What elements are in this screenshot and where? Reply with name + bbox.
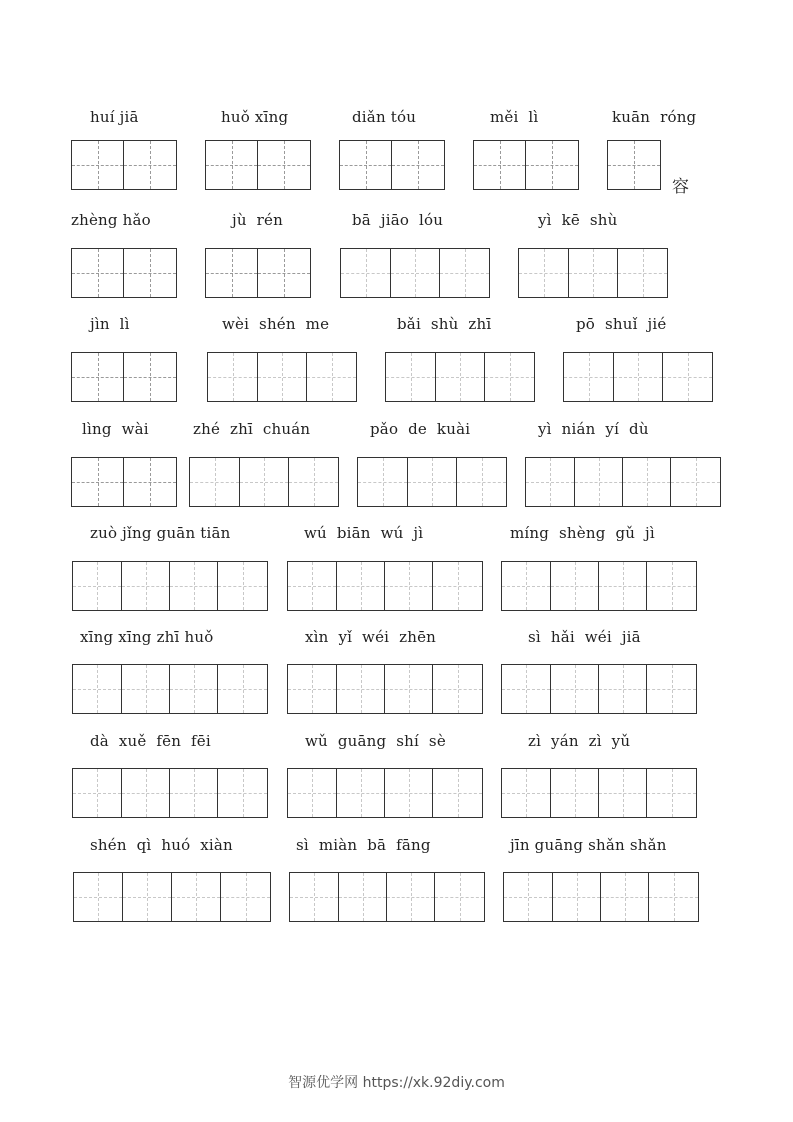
writing-grid	[340, 248, 490, 298]
pinyin-label: yì kē shù	[538, 211, 618, 229]
writing-cell	[170, 562, 218, 610]
writing-grid	[503, 872, 699, 922]
writing-cell	[307, 353, 356, 401]
writing-grid	[189, 457, 339, 507]
writing-cell	[391, 249, 440, 297]
writing-cell	[124, 353, 176, 401]
writing-cell	[124, 141, 176, 189]
writing-cell	[258, 141, 310, 189]
writing-cell	[433, 665, 482, 713]
pinyin-label: míng shèng gǔ jì	[510, 524, 655, 542]
writing-grid	[501, 664, 697, 714]
writing-cell	[457, 458, 506, 506]
pinyin-label: wú biān wú jì	[304, 524, 424, 542]
writing-cell	[72, 141, 124, 189]
writing-cell	[553, 873, 601, 921]
writing-cell	[337, 769, 385, 817]
pinyin-label: sì miàn bā fāng	[296, 836, 431, 854]
writing-cell	[258, 353, 307, 401]
pinyin-label: dà xuě fēn fēi	[90, 732, 211, 750]
writing-grid	[501, 561, 697, 611]
writing-grid	[72, 664, 268, 714]
writing-cell	[218, 769, 267, 817]
writing-cell	[385, 665, 433, 713]
writing-cell	[433, 562, 482, 610]
writing-cell	[73, 562, 122, 610]
writing-cell	[218, 562, 267, 610]
writing-cell	[663, 353, 712, 401]
writing-grid	[357, 457, 507, 507]
writing-grid	[73, 872, 271, 922]
pinyin-label: sì hǎi wéi jiā	[528, 628, 641, 646]
writing-cell	[474, 141, 526, 189]
writing-cell	[258, 249, 310, 297]
writing-grid	[473, 140, 579, 190]
writing-cell	[618, 249, 667, 297]
writing-cell	[599, 769, 647, 817]
writing-cell	[290, 873, 339, 921]
writing-cell	[436, 353, 485, 401]
writing-cell	[440, 249, 489, 297]
writing-cell	[649, 873, 698, 921]
writing-cell	[206, 141, 258, 189]
writing-cell	[288, 562, 337, 610]
writing-grid	[518, 248, 668, 298]
writing-cell	[601, 873, 649, 921]
writing-cell	[123, 873, 172, 921]
writing-cell	[502, 665, 551, 713]
writing-cell	[240, 458, 289, 506]
writing-grid	[525, 457, 721, 507]
writing-cell	[502, 562, 551, 610]
writing-cell	[208, 353, 258, 401]
pinyin-label: zhèng hǎo	[71, 211, 151, 229]
writing-grid	[563, 352, 713, 402]
writing-grid	[71, 140, 177, 190]
writing-grid	[71, 457, 177, 507]
writing-grid	[287, 561, 483, 611]
writing-cell	[504, 873, 553, 921]
writing-cell	[190, 458, 240, 506]
writing-cell	[289, 458, 338, 506]
pinyin-label: bā jiāo lóu	[352, 211, 444, 229]
writing-cell	[551, 665, 599, 713]
writing-cell	[206, 249, 258, 297]
writing-grid	[207, 352, 357, 402]
writing-cell	[647, 562, 696, 610]
writing-cell	[608, 141, 660, 189]
writing-cell	[435, 873, 484, 921]
writing-cell	[288, 769, 337, 817]
pinyin-label: lìng wài	[82, 420, 149, 438]
writing-cell	[341, 249, 391, 297]
writing-cell	[386, 353, 436, 401]
writing-grid	[501, 768, 697, 818]
writing-cell	[358, 458, 408, 506]
writing-cell	[72, 249, 124, 297]
writing-grid	[205, 140, 311, 190]
writing-cell	[647, 665, 696, 713]
writing-cell	[337, 562, 385, 610]
writing-cell	[564, 353, 614, 401]
writing-cell	[122, 562, 170, 610]
pinyin-label: xìn yǐ wéi zhēn	[305, 628, 437, 646]
writing-cell	[671, 458, 720, 506]
writing-cell	[623, 458, 671, 506]
writing-cell	[218, 665, 267, 713]
writing-cell	[74, 873, 123, 921]
writing-grid	[339, 140, 445, 190]
writing-cell	[339, 873, 387, 921]
writing-cell	[73, 769, 122, 817]
writing-cell	[337, 665, 385, 713]
writing-cell	[526, 458, 575, 506]
writing-cell	[221, 873, 270, 921]
pinyin-label: zuò jǐng guān tiān	[90, 524, 231, 542]
writing-cell	[385, 769, 433, 817]
given-character: 容	[672, 177, 689, 197]
writing-cell	[73, 665, 122, 713]
writing-cell	[392, 141, 444, 189]
pinyin-label: shén qì huó xiàn	[90, 836, 233, 854]
writing-cell	[647, 769, 696, 817]
writing-cell	[124, 458, 176, 506]
writing-grid	[72, 768, 268, 818]
writing-cell	[124, 249, 176, 297]
writing-grid	[71, 248, 177, 298]
writing-cell	[599, 562, 647, 610]
writing-cell	[408, 458, 457, 506]
writing-grid	[71, 352, 177, 402]
writing-cell	[519, 249, 569, 297]
writing-cell	[122, 769, 170, 817]
writing-grid	[72, 561, 268, 611]
writing-cell	[170, 665, 218, 713]
writing-cell	[551, 769, 599, 817]
writing-cell	[551, 562, 599, 610]
writing-cell	[385, 562, 433, 610]
pinyin-label: kuān róng	[612, 108, 697, 126]
writing-cell	[599, 665, 647, 713]
writing-cell	[614, 353, 663, 401]
pinyin-label: diǎn tóu	[352, 108, 417, 126]
writing-cell	[569, 249, 618, 297]
pinyin-label: zì yán zì yǔ	[528, 732, 631, 750]
pinyin-label: yì nián yí dù	[538, 420, 649, 438]
pinyin-label: jīn guāng shǎn shǎn	[510, 836, 667, 854]
writing-cell	[485, 353, 534, 401]
writing-cell	[72, 353, 124, 401]
writing-cell	[72, 458, 124, 506]
pinyin-label: huí jiā	[90, 108, 139, 126]
pinyin-label: zhé zhī chuán	[193, 420, 311, 438]
writing-grid	[205, 248, 311, 298]
writing-cell	[288, 665, 337, 713]
pinyin-label: wǔ guāng shí sè	[305, 732, 446, 750]
writing-cell	[170, 769, 218, 817]
writing-grid	[289, 872, 485, 922]
footer-watermark: 智源优学网 https://xk.92diy.com	[288, 1075, 505, 1091]
writing-cell	[433, 769, 482, 817]
writing-grid	[385, 352, 535, 402]
pinyin-label: pǎo de kuài	[370, 420, 471, 438]
writing-cell	[340, 141, 392, 189]
pinyin-label: huǒ xīng	[221, 108, 289, 126]
pinyin-label: pō shuǐ jié	[576, 315, 667, 333]
writing-grid	[287, 768, 483, 818]
pinyin-label: bǎi shù zhī	[397, 315, 492, 333]
writing-cell	[387, 873, 435, 921]
writing-cell	[526, 141, 578, 189]
writing-cell	[172, 873, 221, 921]
pinyin-label: xīng xīng zhī huǒ	[80, 628, 214, 646]
pinyin-label: wèi shén me	[222, 315, 330, 333]
writing-cell	[122, 665, 170, 713]
writing-grid	[607, 140, 661, 190]
pinyin-label: jìn lì	[90, 315, 130, 333]
pinyin-label: jù rén	[232, 211, 283, 229]
writing-grid	[287, 664, 483, 714]
writing-cell	[575, 458, 623, 506]
writing-cell	[502, 769, 551, 817]
pinyin-label: měi lì	[490, 108, 539, 126]
